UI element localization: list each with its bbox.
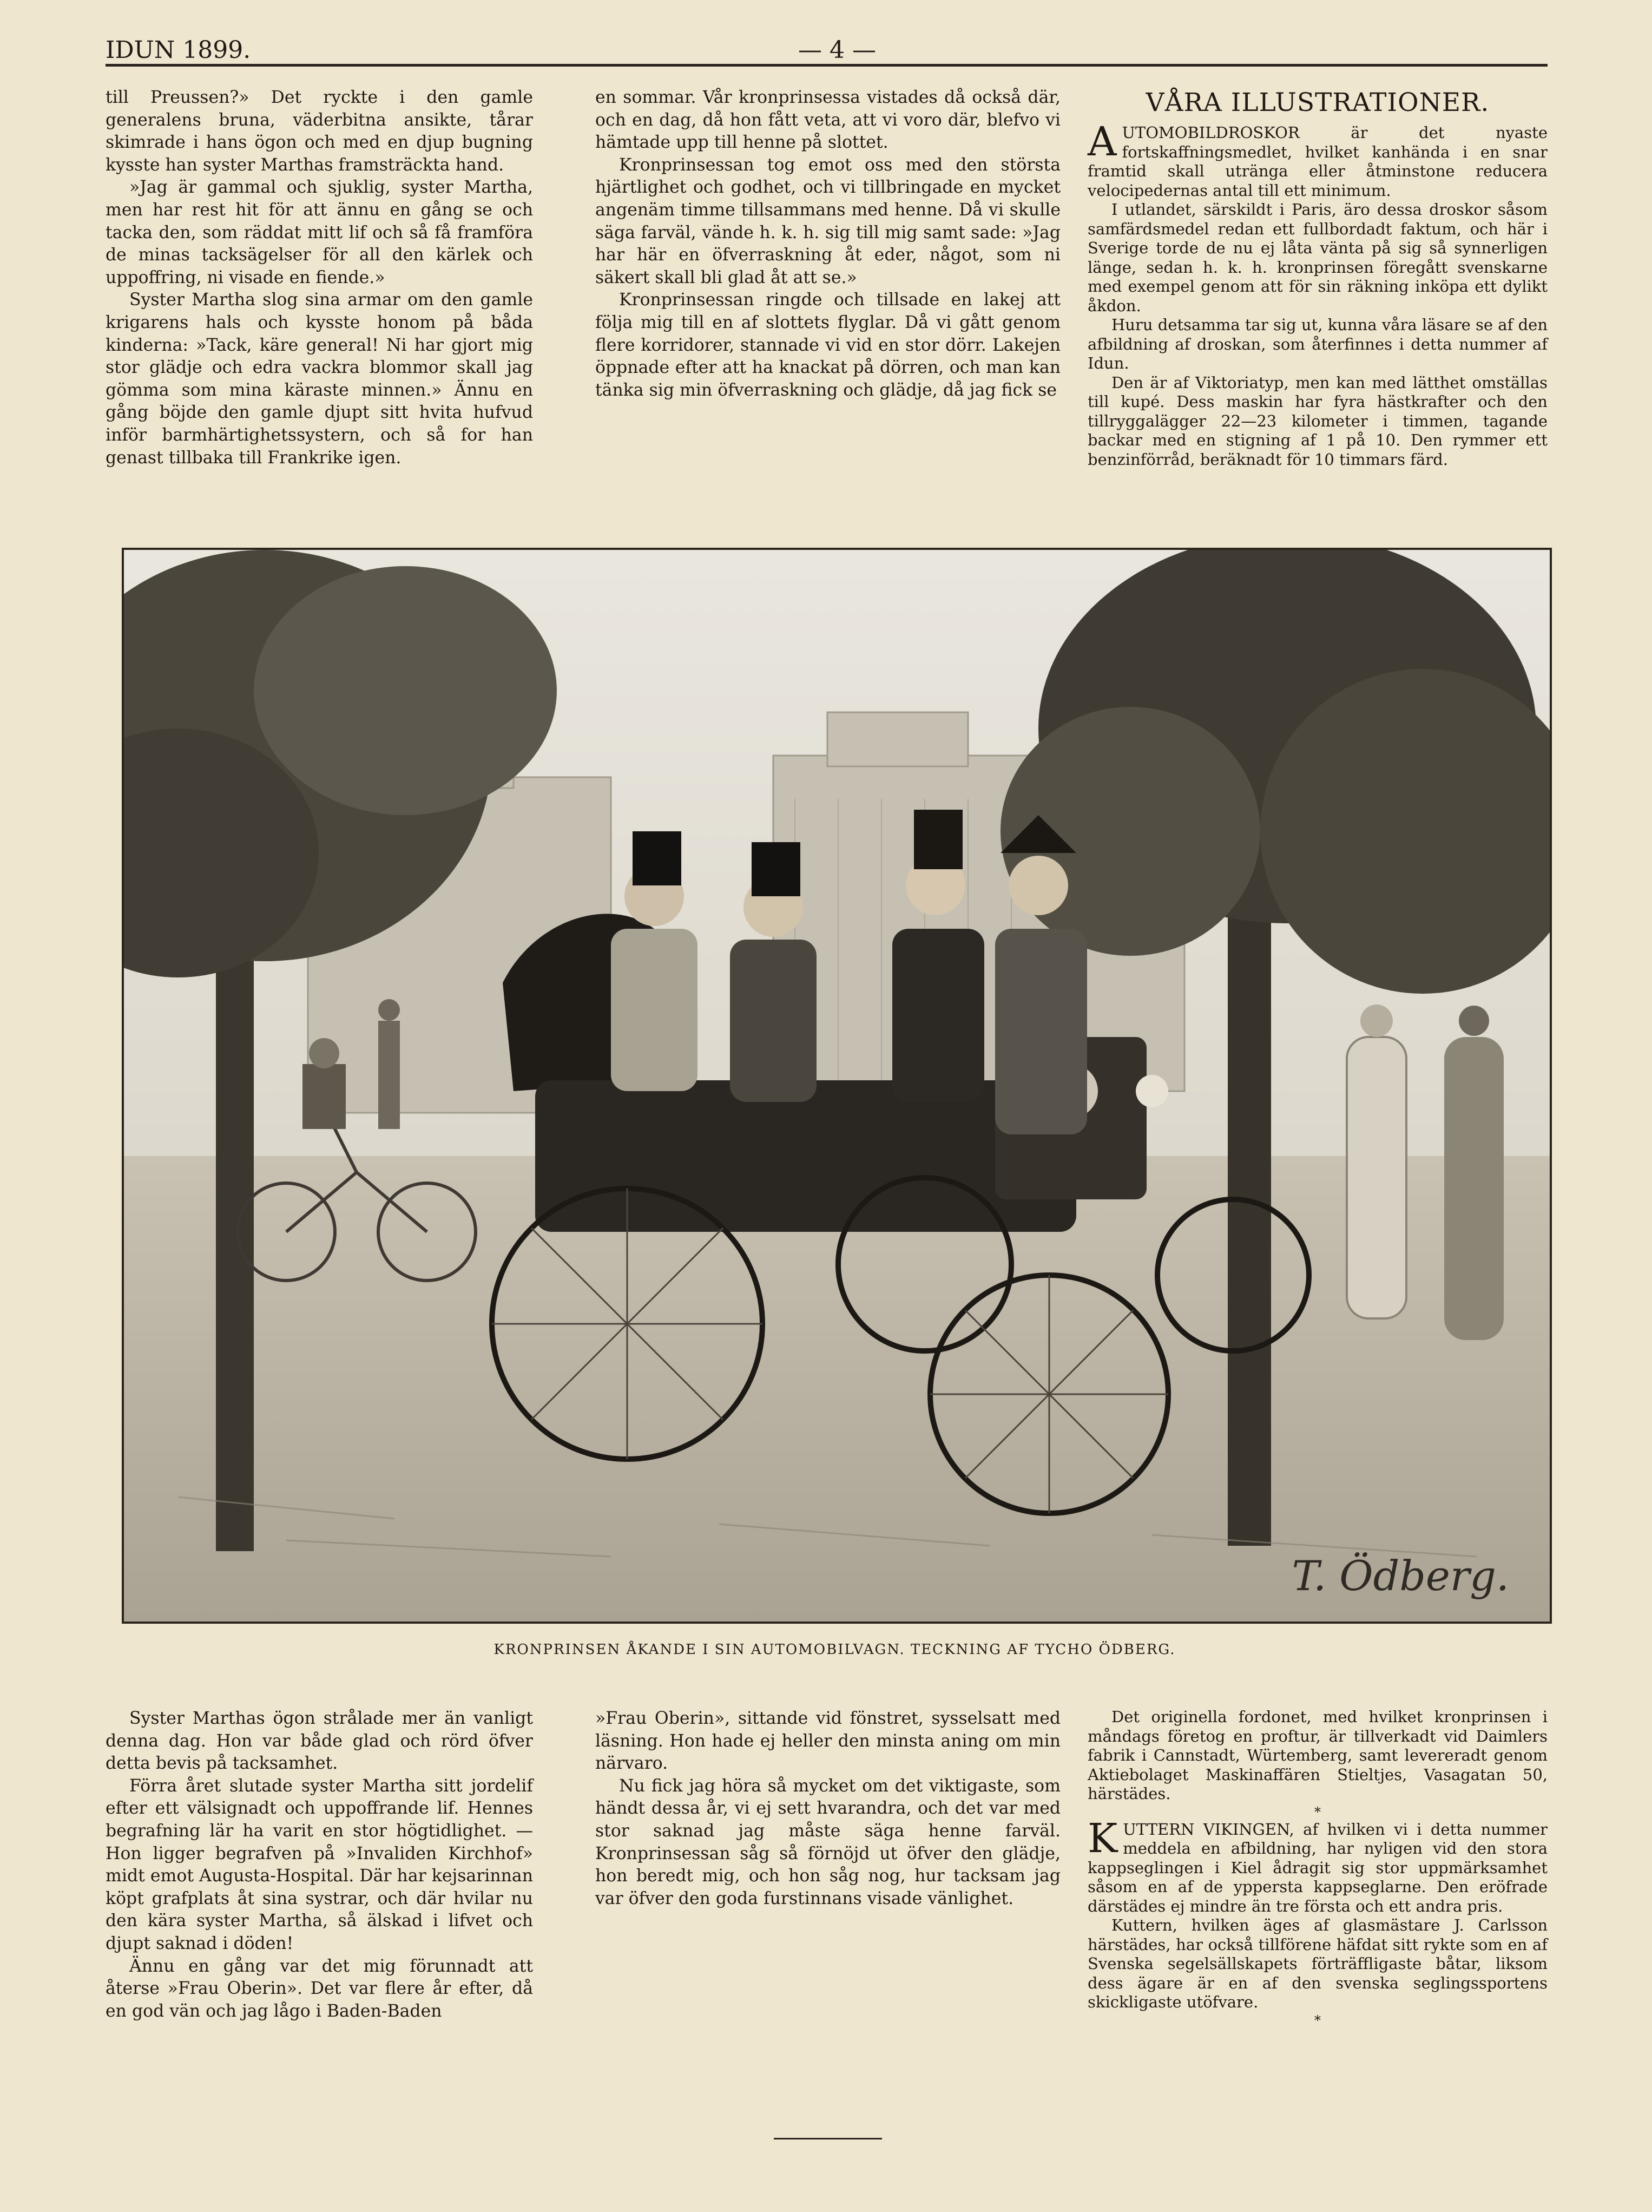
illustration-caption: KRONPRINSEN ÅKANDE I SIN AUTOMOBILVAGN. TECKNING AF TYCHO ÖDBERG. <box>493 1642 1176 1658</box>
paragraph <box>1088 119 1548 200</box>
section-divider: * <box>1314 1804 1321 1820</box>
paragraph: Det originella fordonet, med hvilket kronprinsen i måndags företog en proftur, är tillverkadt vid Daimlers fabrik i Cannstadt, Würtemberg, samt levereradt genom Aktiebolaget Maskinaffären Stieltjes, Vasagatan 50, härstädes. <box>1088 1708 1548 1803</box>
paragraph: Syster Marthas ögon strålade mer än vanligt denna dag. Hon var både glad och rörd öfver detta bevis på tacksamhet. <box>106 1709 533 1774</box>
page-number: — 4 — <box>798 36 876 64</box>
automobile-drawing <box>124 550 1550 1622</box>
column-2-top <box>595 87 1061 402</box>
paragraph-text: UTOMOBILDROSKOR är det nyaste fortskaffningsmedlet, hvilket kanhända i en snar framtid skall utränga eller åtminstone reducera velocipedernas antal till ett minimum. <box>1088 123 1548 200</box>
paragraph: Huru detsamma tar sig ut, kunna våra läsare se af den afbildning af droskan, som återfinnes i detta nummer af Idun. <box>1088 316 1548 372</box>
header-rule <box>106 64 1548 67</box>
paragraph: Nu fick jag höra så mycket om det viktigaste, som händt dessa år, vi ej sett hvarandra, och det var med stor saknad jag måste säga henne farväl. Kronprinsessan såg så förnöjd ut öfver den glädje, hon beredt mig, och hon såg nog, hur tacksam jag var öfver den goda furstinnans visade vänlighet. <box>595 1776 1061 1908</box>
section-divider: * <box>1314 2012 1321 2028</box>
paragraph: I utlandet, särskildt i Paris, äro dessa droskor såsom samfärdsmedel redan ett fullbordadt faktum, och här i Sverige torde de nu ej låta vänta på sig så synnerligen länge, sedan h. k. h. kronprinsen föregått svenskarne med exempel genom att för sin räkning inköpa ett dylikt åkdon. <box>1088 200 1548 315</box>
drop-cap: A <box>1088 119 1117 165</box>
column-1-bottom <box>106 1708 533 2023</box>
paragraph: Den är af Viktoriatyp, men kan med lätthet omställas till kupé. Dess maskin har fyra hästkrafter och den tillryggalägger 22—23 kilometer i timmen, tagande backar med en stigning af 1 på 10. Den rymmer ett benzinförråd, beräknadt för 10 timmars färd. <box>1088 373 1548 469</box>
paragraph: Förra året slutade syster Martha sitt jordelif efter ett välsignadt och uppoffrande lif. Hennes begrafning lär ha varit en stor högtidlighet. — Hon ligger begrafven på »Invaliden Kirchhof» midt emot Augusta-Hospital. Där har kejsarinnan köpt grafplats åt sina systrar, och där hvilar nu den kära syster Martha, så älskad i lifvet och djupt saknad i döden! <box>106 1776 533 1953</box>
paragraph: Syster Martha slog sina armar om den gamle krigarens hals och kysste honom på båda kinderna: »Tack, käre general! Ni har gjort mig stor glädje och edra vackra blommor skall jag gömma som mina käraste minnen.» Ännu en gång böjde den gamle djupt sitt hvita hufvud inför barmhärtighetssystern, och så for han genast tillbaka till Frankrike igen. <box>106 290 533 468</box>
paragraph: till Preussen?» Det ryckte i den gamle generalens bruna, väderbitna ansikte, tårar skimrade i hans ögon och med en djup bugning kysste han syster Marthas framsträckta hand. <box>106 88 533 175</box>
paragraph: Kronprinsessan ringde och tillsade en lakej att följa mig till en af slottets flyglar. Då vi gått genom flere korridorer, stannade vi vid en stor dörr. Lakejen öppnade efter att ha knackat på dörren, och man kan tänka sig min öfverraskning och glädje, då jag fick se <box>595 290 1061 400</box>
end-rule <box>774 2138 882 2139</box>
paragraph <box>1088 1815 1548 1916</box>
publication-date: IDUN 1899. <box>106 36 251 64</box>
paragraph: Kronprinsessan tog emot oss med den största hjärtlighet och godhet, och vi tillbringade en mycket angenäm timme tillsammans med henne. Då vi skulle säga farväl, vände h. k. h. sig till mig samt sade: »Jag har här en öfverraskning åt eder, något, som ni säkert skall bli glad åt att se.» <box>595 155 1061 287</box>
column-1-top <box>106 87 533 469</box>
paragraph: »Jag är gammal och sjuklig, syster Martha, men har rest hit för att ännu en gång se och tacka den, som räddat mitt lif och så få framföra de minas tacksägelser för all den kärlek och uppoffring, ni visade en fiende.» <box>106 178 533 287</box>
illustration-automobile <box>122 548 1552 1624</box>
column-3-top <box>1088 87 1548 469</box>
drop-cap: K <box>1088 1815 1118 1862</box>
paragraph: »Frau Oberin», sittande vid fönstret, sysselsatt med läsning. Hon hade ej heller den minsta aning om min närvaro. <box>595 1709 1061 1774</box>
column-2-bottom <box>595 1708 1061 1910</box>
paragraph-text: UTTERN VIKINGEN, af hvilken vi i detta nummer meddela en afbildning, har nyligen vid den stora kappseglingen i Kiel ådragit sig stor uppmärksamhet såsom en af de yppersta kappseglarne. Den eröfrade därstädes ej mindre än tre första och ett andra pris. <box>1088 1820 1548 1915</box>
column-3-bottom <box>1088 1708 1548 2029</box>
section-title: VÅRA ILLUSTRATIONER. <box>1146 88 1490 117</box>
paragraph: Ännu en gång var det mig förunnadt att återse »Frau Oberin». Det var flere år efter, då en god vän och jag lågo i Baden-Baden <box>106 1956 533 2021</box>
paragraph: Kuttern, hvilken äges af glasmästare J. Carlsson härstädes, har också tillförene häfdat sitt rykte som en af Svenska segelsällskapets förträffligaste båtar, liksom dess ägare är en af den svenska seglingssportens skickligaste utöfvare. <box>1088 1916 1548 2011</box>
paragraph: en sommar. Vår kronprinsessa vistades då också där, och en dag, då hon fått veta, att vi voro där, blefvo vi hämtade upp till henne på slottet. <box>595 88 1061 153</box>
artist-signature: T. Ödberg. <box>1292 1552 1509 1600</box>
